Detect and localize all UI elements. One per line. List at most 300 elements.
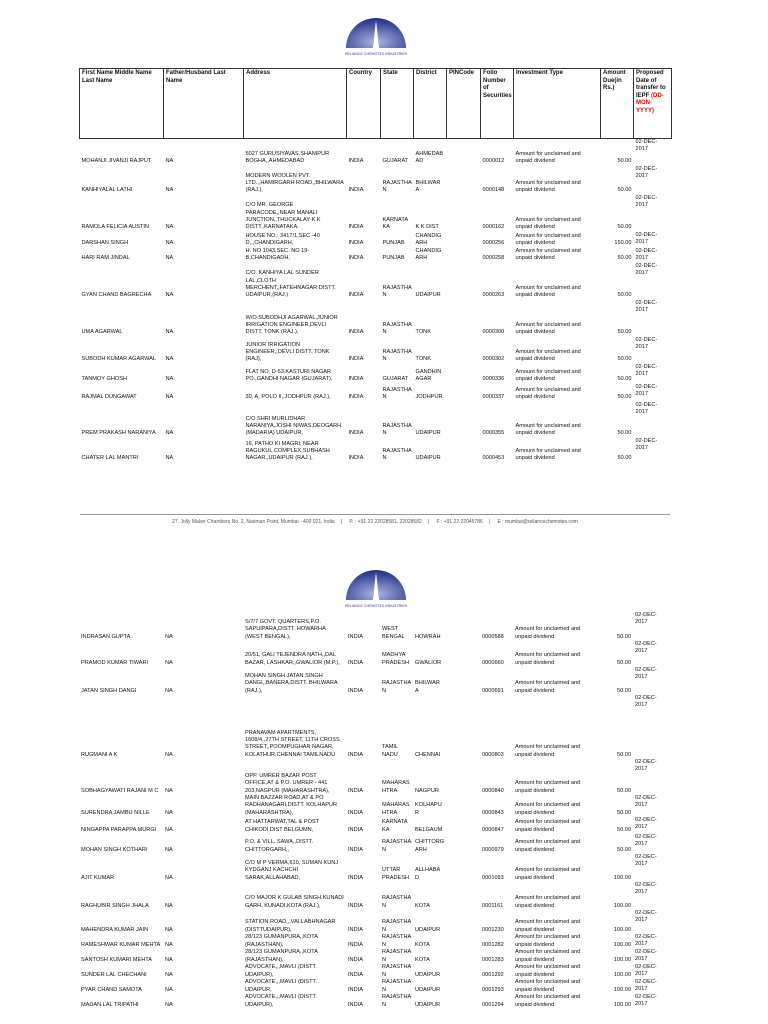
father-name-cell: NA <box>165 329 174 336</box>
amount-cell: 50.00 <box>617 455 632 462</box>
folio-cell: 0001294 <box>482 1001 504 1008</box>
district-cell: CHENNAI <box>415 751 441 758</box>
table-row <box>80 300 672 337</box>
transfer-date-cell: 02-DEC-2017 <box>635 165 658 179</box>
amount-cell: 50.00 <box>617 292 632 299</box>
folio-cell: 0001161 <box>482 902 504 909</box>
header-state: State <box>381 69 414 139</box>
pincode-cell <box>447 364 481 384</box>
father-name-cell: NA <box>165 902 173 909</box>
country-cell: INDIA <box>348 329 364 336</box>
pincode-cell <box>447 139 481 166</box>
footer-fax: F : +91 22 22045786 <box>436 519 483 525</box>
country-cell: INDIA <box>348 394 364 401</box>
address-cell: 5027 GURUSIYAVAS,SHANIPUR BOGHA,,AHMEDABAD <box>245 150 330 165</box>
district-cell: UDAIPUR <box>415 430 441 437</box>
country-cell: INDIA <box>348 986 363 993</box>
district-cell: BHILWAR A <box>415 680 440 694</box>
district-cell: CHANDIG ARH <box>415 247 442 262</box>
state-cell: RAJASTHA N <box>382 179 412 194</box>
name-cell: SUBODH KUMAR AGARWAL <box>81 356 157 363</box>
father-name-cell: NA <box>165 1001 173 1008</box>
country-cell: INDIA <box>348 224 364 231</box>
country-cell: INDIA <box>348 455 364 462</box>
table-row <box>79 949 671 964</box>
address-cell: S/7/7 GOVT. QUARTERS,P.O. SAPUIPARA,DISTT. HOWARHA (WEST BENGAL), <box>245 619 326 640</box>
transfer-date-cell: 02-DEC-2017 <box>635 881 657 896</box>
state-cell: RAJASTHA N <box>382 979 411 993</box>
father-name-cell: NA <box>165 376 174 383</box>
address-cell: JUNIOR IRRIGATION ENGINEER,,DEVLI DISTT. TONK (RAJ), <box>245 341 330 363</box>
district-cell: KOTA <box>415 902 430 909</box>
name-cell: RAJMAL DUNGAWAT <box>81 394 137 401</box>
table-row <box>80 139 672 166</box>
pincode-cell <box>446 795 480 817</box>
name-cell: MOHANJI JIVANJI RAJPUT <box>81 158 152 165</box>
footer-address: 27, Jolly Maker Chambers No. 2, Nariman Point, Mumbai - 400 021, India <box>172 519 335 525</box>
investment-type-cell: Amount for unclaimed and unpaid dividend <box>515 386 581 401</box>
country-cell: INDIA <box>348 902 363 909</box>
transfer-date-cell: 02-DEC-2017 <box>635 641 657 655</box>
name-cell: RAGHUBIR SINGH JHALA <box>81 902 149 909</box>
transfer-date-cell: 02-DEC-2017 <box>635 667 657 681</box>
pincode-cell <box>447 300 481 337</box>
address-cell: MOHAN SINGH JATAN SINGH DANGI,,BANERA,DISTT. BHILWARA (RAJ.), <box>245 673 338 694</box>
country-cell: INDIA <box>348 633 363 640</box>
district-cell: GWALIOR <box>415 659 442 666</box>
address-cell: 16, PATHO KI MAGRI, NEAR RAGUKUL COMPLEX,SUBHASH NAGAR,,UDAIPUR (RAJ.), <box>245 440 330 462</box>
district-cell: UDAIPUR <box>415 455 441 462</box>
investment-type-cell: Amount for unclaimed and unpaid dividend <box>515 802 581 816</box>
address-cell: MAIN BAZZAR ROAD,AT & PO RADHANAGARI,DISTT. KOLHAPUR (MAHARASHTRA), <box>245 795 338 816</box>
father-name-cell: NA <box>165 687 173 694</box>
address-cell: 28/123 GUMANPURA,,KOTA (RAJASTHAN), <box>245 949 318 963</box>
country-cell: INDIA <box>348 941 363 948</box>
country-cell: INDIA <box>348 971 363 978</box>
state-cell: RAJASTHA N <box>382 949 411 963</box>
country-cell: INDIA <box>348 1001 363 1008</box>
footer-phone: P. : +91 22 22028581, 22028582 <box>349 519 422 525</box>
state-cell: RAJASTHA N <box>382 284 412 299</box>
amount-cell: 100.00 <box>613 902 631 909</box>
folio-cell: 0000300 <box>482 329 505 336</box>
country-cell: INDIA <box>348 376 364 383</box>
address-cell: C/O MAJOR K GULAB SINGH,KUNADI GARH, KUNADI,KOTA (RAJ.), <box>245 895 344 909</box>
district-cell: UDAIPUR <box>415 1001 441 1008</box>
table-row <box>79 882 671 910</box>
folio-cell: 0000847 <box>482 826 504 833</box>
investment-type-cell: Amount for unclaimed and unpaid dividend <box>515 934 581 948</box>
father-name-cell: NA <box>165 158 174 165</box>
folio-cell: 0001282 <box>482 941 504 948</box>
state-cell: TAMIL NADU <box>382 744 398 758</box>
name-cell: GYAN CHAND BAGRECHA <box>81 292 152 299</box>
country-cell: INDIA <box>348 826 363 833</box>
district-cell: UDAIPUR <box>415 292 441 299</box>
pincode-cell <box>446 979 480 994</box>
name-cell: MAHENDRA KUMAR JAIN <box>81 926 149 933</box>
address-cell: P.O. & VILL. SAWA,,DISTT. CHITTORGARH,, <box>245 839 314 853</box>
folio-cell: 0000840 <box>482 787 504 794</box>
pincode-cell <box>447 384 481 402</box>
folio-cell: 0000843 <box>482 809 504 816</box>
pincode-cell <box>447 402 481 438</box>
amount-cell: 50.00 <box>617 687 631 694</box>
table-row <box>79 795 671 817</box>
table-row <box>80 232 672 248</box>
district-cell: K K DIST <box>415 224 439 231</box>
transfer-date-cell: 02-DEC-2017 <box>635 853 657 868</box>
investment-type-cell: Amount for unclaimed and unpaid dividend <box>515 150 581 165</box>
pincode-cell <box>446 695 480 759</box>
header-pincode: PINCode <box>447 69 481 139</box>
pincode-cell <box>447 337 481 364</box>
folio-cell: 0000012 <box>482 158 505 165</box>
district-cell: GANDHIN AGAR <box>415 368 442 383</box>
state-cell: MADHYA PRADESH <box>382 652 410 666</box>
amount-cell: 100.00 <box>613 1001 631 1008</box>
address-cell: FLAT NO. D-53,KASTURI NAGAR PO.,GANDHI NAGAR (GUJARAT), <box>245 368 333 383</box>
address-cell: STATION ROAD,,,VALLABHNAGAR (DISTTUDAIPUR), <box>245 919 336 933</box>
investment-type-cell: Amount for unclaimed and unpaid dividend <box>515 626 581 640</box>
address-cell: W/O SUBODHJI AGARWAL,JUNIOR IRRIGATION ENGINEER,DEVLI DISTT. TONK (RAJ.), <box>245 314 338 336</box>
state-cell: UTTAR PRADESH <box>382 867 410 881</box>
folio-cell: 0001292 <box>482 971 504 978</box>
folio-cell: 0000337 <box>482 394 505 401</box>
name-cell: PYAR CHAND SAMOTA <box>81 986 143 993</box>
amount-cell: 50.00 <box>617 356 632 363</box>
father-name-cell: NA <box>165 455 174 462</box>
name-cell: SUNDER LAL CHECHANI <box>81 971 147 978</box>
father-name-cell: NA <box>165 826 173 833</box>
pincode-cell <box>447 232 481 248</box>
transfer-date-cell: 02-DEC-2017 <box>635 933 657 948</box>
header-amount: Amount Due(in Rs.) <box>601 69 634 139</box>
unclaimed-dividend-table-continued <box>79 612 671 1009</box>
investment-type-cell: Amount for unclaimed and unpaid dividend <box>515 447 581 462</box>
district-cell: KOTA <box>415 941 430 948</box>
state-cell: RAJASTHA N <box>382 680 411 694</box>
pincode-cell <box>446 934 480 949</box>
district-cell: KOLHAPU R <box>415 802 442 816</box>
name-cell: SOBHAGYAWATI RAJANI M C <box>81 787 159 794</box>
name-cell: RAMESHWAR KUMAR MEHTA <box>81 941 161 948</box>
name-cell: SANTOSH KUMARI MEHTA <box>81 956 152 963</box>
table-row <box>80 337 672 364</box>
amount-cell: 50.00 <box>617 809 631 816</box>
transfer-date-cell: 02-DEC-2017 <box>635 299 658 313</box>
table-row <box>80 166 672 195</box>
state-cell: RAJASTHA N <box>382 321 412 336</box>
state-cell: RAJASTHA N <box>382 839 411 853</box>
table-row <box>80 438 672 463</box>
father-name-cell: NA <box>165 394 174 401</box>
country-cell: INDIA <box>348 874 363 881</box>
name-cell: TANMOY GHOSH <box>81 376 127 383</box>
name-cell: SURENDRA JAMBU NILLE <box>81 809 150 816</box>
country-cell: INDIA <box>348 956 363 963</box>
name-cell: JATAN SINGH DANGI <box>81 687 137 694</box>
district-cell: UDAIPUR <box>415 926 441 933</box>
state-cell: GUJARAT <box>382 376 409 383</box>
folio-cell: 0000691 <box>482 687 504 694</box>
table-row <box>79 910 671 934</box>
address-cell: ADVOCATE,,,MAVLI (DISTT. UDAIPUR), <box>245 964 317 978</box>
folio-cell: 0000979 <box>482 846 504 853</box>
folio-cell: 0001230 <box>482 926 504 933</box>
company-logo <box>332 556 420 612</box>
transfer-date-cell: 02-DEC-2017 <box>635 401 658 415</box>
district-cell: HOWRAH <box>415 633 441 640</box>
district-cell: UDAIPUR <box>415 971 441 978</box>
investment-type-cell: Amount for unclaimed and unpaid dividend <box>515 216 581 231</box>
transfer-date-cell: 02-DEC-2017 <box>635 437 658 451</box>
investment-type-cell: Amount for unclaimed and unpaid dividend <box>515 179 581 194</box>
name-cell: KANHIYALAL LATHI <box>81 187 133 194</box>
country-cell: INDIA <box>348 846 363 853</box>
name-cell: NINGAPPA PARAPPA MURGI <box>81 826 157 833</box>
table-row <box>79 641 671 667</box>
address-cell: OPP. UMRER BAZAR POST OFFICE,AT & P.O. UMRER - 441 203,NAGPUR (MAHARASHTRA), <box>245 773 330 794</box>
name-cell: PREM PRAKASH NARANIYA <box>81 430 156 437</box>
name-cell: INDRASAN GUPTA <box>81 633 131 640</box>
amount-cell: 50.00 <box>617 187 632 194</box>
unclaimed-dividend-table <box>79 68 672 463</box>
folio-cell: 0001093 <box>482 874 504 881</box>
name-cell: DARSHAN SINGH <box>81 240 129 247</box>
folio-cell: 0000148 <box>482 187 505 194</box>
district-cell: UDAIPUR <box>415 986 441 993</box>
father-name-cell: NA <box>165 926 173 933</box>
state-cell: RAJASTHA N <box>382 422 412 437</box>
state-cell: RAJASTHA N <box>382 447 412 462</box>
pincode-cell <box>447 195 481 232</box>
amount-cell: 50.00 <box>617 846 631 853</box>
amount-cell: 100.00 <box>613 941 631 948</box>
pincode-cell <box>446 910 480 934</box>
pincode-cell <box>446 834 480 854</box>
transfer-date-cell: 02-DEC-2017 <box>635 194 658 208</box>
address-cell: C/O. KANHIYA LAL SUNDER LAL,CLOTH MERCHENT,,FATEHNAGAR DISTT. UDAIPUR,(RAJ.) <box>245 270 336 299</box>
amount-cell: 100.00 <box>613 874 631 881</box>
transfer-date-cell: 02-DEC-2017 <box>635 363 658 377</box>
amount-cell: 50.00 <box>617 430 632 437</box>
investment-type-cell: Amount for unclaimed and unpaid dividend <box>515 895 581 909</box>
country-cell: INDIA <box>348 430 364 437</box>
address-cell: ADVOCATE,,,MAVLI (DISTT. UDAIPUR, <box>245 979 317 993</box>
header-folio: Folio Number of Securities <box>481 69 514 139</box>
pincode-cell <box>446 882 480 910</box>
father-name-cell: NA <box>165 941 173 948</box>
name-cell: PRAMOD KUMAR TIWARI <box>81 659 149 666</box>
address-cell: AT HATTARWAT,TAL & POST CHIKODI,DIST BELGUMN, <box>245 819 319 833</box>
country-cell: INDIA <box>348 292 364 299</box>
pincode-cell <box>447 248 481 263</box>
father-name-cell: NA <box>165 224 174 231</box>
address-cell: C/O M P VERMA,610, SUMAN KUNJ KYDGANJ KACHCHI SARAK,ALLAHABAD, <box>245 860 339 881</box>
header-transfer-date: Proposed Date of transfer to IEPF (DD-MON-YYYY) <box>634 69 672 139</box>
name-cell: HARI RAM JINDAL <box>81 255 130 262</box>
transfer-date-cell: 02-DEC-2017 <box>635 247 658 261</box>
table-row <box>79 759 671 795</box>
amount-cell: 50.00 <box>617 826 631 833</box>
transfer-date-cell: 02-DEC-2017 <box>635 978 657 993</box>
name-cell: AJIT KUMAR <box>81 874 115 881</box>
folio-cell: 0000355 <box>482 430 505 437</box>
district-cell: TONK <box>415 356 431 363</box>
header-father: Father/Husband Last Name <box>164 69 244 139</box>
amount-cell: 150.00 <box>614 240 632 247</box>
table-row <box>79 667 671 695</box>
country-cell: INDIA <box>348 687 363 694</box>
folio-cell: 0000258 <box>482 255 505 262</box>
investment-type-cell: Amount for unclaimed and unpaid dividend <box>515 368 581 383</box>
father-name-cell: NA <box>165 787 173 794</box>
address-cell: C/O MR. GEORGE PARACODE,,NEAR MANALI JUNCTION,,THUCKALAY K.K DISTT.,KARNATAKA. <box>245 202 321 231</box>
address-cell: 30, A, POLO II,,JODHPUR (RAJ.), <box>245 394 331 401</box>
table-row <box>80 248 672 263</box>
transfer-date-cell: 02-DEC-2017 <box>635 231 658 245</box>
table-row <box>79 854 671 882</box>
investment-type-cell: Amount for unclaimed and unpaid dividend <box>515 867 581 881</box>
page-footer: 27, Jolly Maker Chambers No. 2, Nariman Point, Mumbai - 400 021, India | P. : +91 22 22028581, 22028582 | F : +91 22 22045786 | E : mumbai@reliancechemotex.com <box>80 514 670 525</box>
pincode-cell <box>446 641 480 667</box>
transfer-date-cell: 02-DEC-2017 <box>635 759 657 773</box>
state-cell: WEST BENGAL <box>382 626 405 640</box>
transfer-date-cell: 02-DEC-2017 <box>635 948 657 963</box>
investment-type-cell: Amount for unclaimed and unpaid dividend <box>515 964 581 978</box>
folio-cell: 0000162 <box>482 224 505 231</box>
table-row <box>79 934 671 949</box>
country-cell: INDIA <box>348 926 363 933</box>
state-cell: PUNJAB <box>382 255 405 262</box>
country-cell: INDIA <box>348 158 364 165</box>
transfer-date-cell: 02-DEC-2017 <box>635 612 657 626</box>
district-cell: BHILWAR A <box>415 179 441 194</box>
pincode-cell <box>447 438 481 463</box>
transfer-date-cell: 02-DEC-2017 <box>635 139 658 153</box>
father-name-cell: NA <box>165 356 174 363</box>
header-country: Country <box>347 69 381 139</box>
table-row <box>80 364 672 384</box>
district-cell: NAGPUR <box>415 787 439 794</box>
country-cell: INDIA <box>348 240 364 247</box>
address-cell: MODERN WOOLEN PVT. LTD.,,HAMIRGARH ROAD,,BHILWARA (RAJ.), <box>245 172 344 194</box>
pincode-cell <box>446 667 480 695</box>
amount-cell: 50.00 <box>617 224 632 231</box>
table-row <box>79 979 671 994</box>
district-cell: TONK <box>415 329 431 336</box>
country-cell: INDIA <box>348 356 364 363</box>
table-row <box>80 195 672 232</box>
pincode-cell <box>447 166 481 195</box>
address-cell: 20/51, GALI TEJENDRA NATH,,DAL BAZAR, LASHKAR,,GWALIOR (M.P.), <box>245 652 340 666</box>
district-cell: KOTA <box>415 956 430 963</box>
state-cell: RAJASTHA N <box>382 348 412 363</box>
district-cell: CHANDIG ARH <box>415 232 442 247</box>
amount-cell: 50.00 <box>617 751 631 758</box>
table-row <box>80 384 672 402</box>
pincode-cell <box>446 759 480 795</box>
name-cell: MADAN LAL TRIPATHI <box>81 1001 139 1008</box>
folio-cell: 0001283 <box>482 956 504 963</box>
state-cell: RAJASTHA N <box>382 994 411 1008</box>
investment-type-cell: Amount for unclaimed and unpaid dividend <box>515 780 581 794</box>
district-cell: AHMEDAB AD <box>415 150 444 165</box>
table-row <box>79 695 671 759</box>
state-cell: RAJASTHA N <box>382 934 411 948</box>
country-cell: INDIA <box>348 809 363 816</box>
father-name-cell: NA <box>165 187 174 194</box>
table-row <box>79 817 671 834</box>
state-cell: RAJASTHA N <box>382 386 412 401</box>
table-row <box>79 834 671 854</box>
investment-type-cell: Amount for unclaimed and unpaid dividend <box>515 979 581 993</box>
name-cell: RUGMANI A K <box>81 751 118 758</box>
pincode-cell <box>446 612 480 641</box>
transfer-date-cell: 02-DEC-2017 <box>635 963 657 978</box>
father-name-cell: NA <box>165 751 173 758</box>
father-name-cell: NA <box>165 846 173 853</box>
state-cell: MAHARAS HTRA <box>382 780 410 794</box>
folio-cell: 0000336 <box>482 376 505 383</box>
transfer-date-cell: 02-DEC-2017 <box>635 383 658 397</box>
table-row <box>79 994 671 1009</box>
amount-cell: 100.00 <box>613 956 631 963</box>
investment-type-cell: Amount for unclaimed and unpaid dividend <box>515 232 581 247</box>
name-cell: CHATER LAL MANTRI <box>81 455 139 462</box>
folio-cell: 0000803 <box>482 751 504 758</box>
folio-cell: 0000256 <box>482 240 505 247</box>
investment-type-cell: Amount for unclaimed and unpaid dividend <box>515 680 581 694</box>
amount-cell: 50.00 <box>617 255 632 262</box>
investment-type-cell: Amount for unclaimed and unpaid dividend <box>515 994 581 1008</box>
folio-cell: 0000302 <box>482 356 505 363</box>
address-cell: HOUSE NO.: 3417/1,SEC -40 D,,,CHANDIGARH, <box>245 232 320 247</box>
country-cell: INDIA <box>348 787 363 794</box>
amount-cell: 50.00 <box>617 787 631 794</box>
state-cell: RAJASTHA N <box>382 895 411 909</box>
father-name-cell: NA <box>165 292 174 299</box>
investment-type-cell: Amount for unclaimed and unpaid dividend <box>515 247 581 262</box>
father-name-cell: NA <box>165 633 173 640</box>
country-cell: INDIA <box>348 187 364 194</box>
transfer-date-cell: 02-DEC-2017 <box>635 833 657 848</box>
name-cell: RAMOLA FELICIA AUSTIN <box>81 224 149 231</box>
address-cell: 28/123 GUMANPURA,,KOTA (RAJASTHAN), <box>245 934 318 948</box>
folio-cell: 0000588 <box>482 633 504 640</box>
header-investment-type: Investment Type <box>514 69 601 139</box>
footer-email: E : mumbai@reliancechemotex.com <box>497 519 578 525</box>
investment-type-cell: Amount for unclaimed and unpaid dividend <box>515 744 581 758</box>
amount-cell: 50.00 <box>617 659 631 666</box>
investment-type-cell: Amount for unclaimed and unpaid dividend <box>515 652 581 666</box>
investment-type-cell: Amount for unclaimed and unpaid dividend <box>515 348 581 363</box>
amount-cell: 100.00 <box>613 986 631 993</box>
father-name-cell: NA <box>165 971 173 978</box>
amount-cell: 100.00 <box>613 971 631 978</box>
state-cell: GUJARAT <box>382 158 409 165</box>
state-cell: RAJASTHA N <box>382 919 411 933</box>
state-cell: KARNATA KA <box>382 819 408 833</box>
father-name-cell: NA <box>165 956 173 963</box>
father-name-cell: NA <box>165 986 173 993</box>
amount-cell: 50.00 <box>617 376 632 383</box>
father-name-cell: NA <box>165 255 174 262</box>
investment-type-cell: Amount for unclaimed and unpaid dividend <box>515 949 581 963</box>
header-address: Address <box>244 69 347 139</box>
svg-text:RELIANCE CHEMOTEX INDUSTRIES: RELIANCE CHEMOTEX INDUSTRIES <box>344 52 408 56</box>
